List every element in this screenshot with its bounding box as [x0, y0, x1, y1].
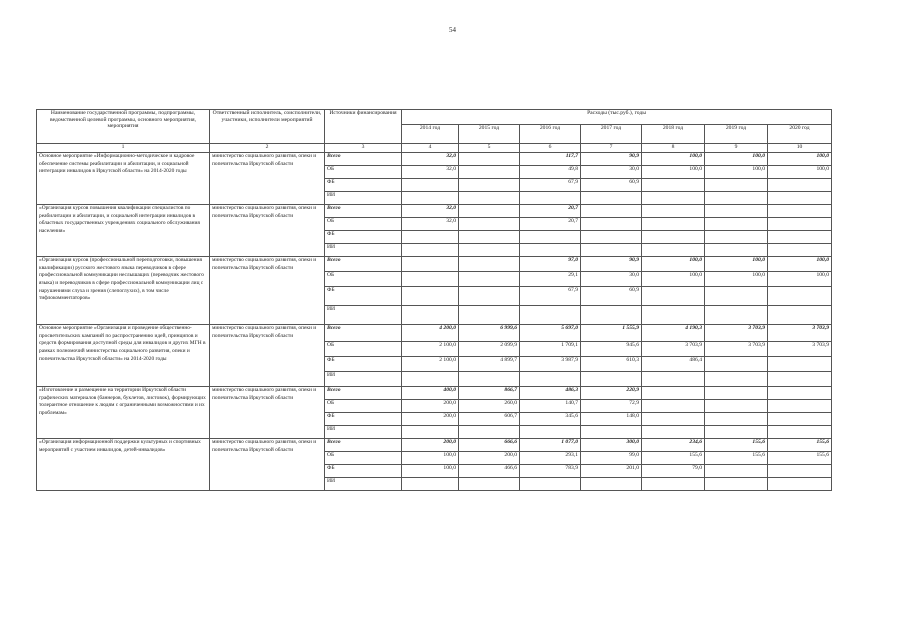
expense-value: 486,3 [520, 387, 581, 400]
funding-source: ФБ [325, 357, 402, 372]
expense-value [705, 179, 768, 192]
column-number: 4 [402, 144, 459, 153]
expense-value [581, 231, 642, 244]
expense-value: 100,0 [642, 272, 705, 287]
column-number: 8 [642, 144, 705, 153]
page-number: 54 [449, 26, 456, 34]
expense-value: 2 099,9 [459, 342, 520, 357]
expense-value: 29,1 [520, 272, 581, 287]
expense-value: 30,0 [581, 272, 642, 287]
header-name: Наименование государственной программы, подпрограммы, ведомственной целевой программы, основного мероприятия, мероприятия [37, 110, 210, 144]
expense-value: 155,6 [705, 439, 768, 452]
expense-value: 20,7 [520, 205, 581, 218]
expense-value [642, 372, 705, 387]
funding-source: ИИ [325, 244, 402, 257]
header-year: 2016 год [520, 125, 581, 144]
expense-value [642, 231, 705, 244]
expense-value: 100,0 [768, 272, 832, 287]
expense-value [768, 357, 832, 372]
funding-source: Всего [325, 257, 402, 272]
funding-source: ФБ [325, 413, 402, 426]
expense-value: 2 100,0 [402, 342, 459, 357]
expense-value [581, 192, 642, 205]
expense-value [768, 306, 832, 325]
expense-value [520, 231, 581, 244]
expense-value [768, 205, 832, 218]
expense-value [642, 413, 705, 426]
expense-value [459, 218, 520, 231]
expense-value: 97,0 [520, 257, 581, 272]
expense-value: 1 077,0 [520, 439, 581, 452]
expense-value [581, 244, 642, 257]
expense-value [705, 244, 768, 257]
expense-value [768, 387, 832, 400]
expense-value: 4 190,3 [642, 325, 705, 342]
expense-value: 79,0 [642, 465, 705, 478]
expense-value [520, 244, 581, 257]
header-source: Источники финансирования [325, 110, 402, 144]
expense-value: 60,9 [581, 287, 642, 306]
expense-value: 100,0 [768, 257, 832, 272]
expense-value: 32,0 [402, 205, 459, 218]
expense-value [459, 478, 520, 491]
expense-value: 466,6 [459, 465, 520, 478]
expense-value: 67,9 [520, 287, 581, 306]
expense-value: 1 709,1 [520, 342, 581, 357]
expense-value [459, 231, 520, 244]
expense-value [768, 400, 832, 413]
table-row [37, 325, 832, 342]
expense-value: 400,0 [402, 387, 459, 400]
header-executor: Ответственный исполнитель, соисполнители, участники, исполнители мероприятий [210, 110, 325, 144]
expense-value: 32,0 [402, 218, 459, 231]
expense-value: 3 703,9 [642, 342, 705, 357]
expense-value: 3 703,9 [768, 342, 832, 357]
expense-value [642, 179, 705, 192]
funding-source: ОБ [325, 342, 402, 357]
expense-value: 90,9 [581, 153, 642, 166]
expense-value: 1 555,9 [581, 325, 642, 342]
header-year: 2015 год [459, 125, 520, 144]
table-body [37, 153, 832, 491]
expense-value: 99,0 [581, 452, 642, 465]
header-year: 2017 год [581, 125, 642, 144]
expense-value [642, 387, 705, 400]
expense-value: 945,6 [581, 342, 642, 357]
expense-value: 220,9 [581, 387, 642, 400]
expense-value [520, 372, 581, 387]
activity-name: «Организация курсов повышения квалификации специалистов по реабилитации и абилитации, и социальной интеграции инвалидов в областных государственных учреждениях социального обслуживания населения» [37, 205, 210, 257]
expense-value [705, 231, 768, 244]
expense-value [402, 426, 459, 439]
expense-value: 200,0 [459, 452, 520, 465]
expense-value: 3 703,9 [768, 325, 832, 342]
expense-value: 155,6 [642, 452, 705, 465]
expense-value: 345,6 [520, 413, 581, 426]
activity-name: Основное мероприятие «Информационно-методическое и кадровое обеспечение системы реабилитации и абилитации, и социальной интеграции инвалидов в Иркутской области» на 2014-2020 годы [37, 153, 210, 205]
expense-value: 72,9 [581, 400, 642, 413]
header-year: 2018 год [642, 125, 705, 144]
expense-value: 140,7 [520, 400, 581, 413]
expense-value: 155,6 [768, 439, 832, 452]
expense-value [705, 400, 768, 413]
expense-value: 293,1 [520, 452, 581, 465]
expense-value [642, 192, 705, 205]
expense-value [642, 244, 705, 257]
executor-name: министерство социального развития, опеки и попечительства Иркутской области [210, 439, 325, 491]
expense-value: 201,0 [581, 465, 642, 478]
table-row [37, 439, 832, 452]
funding-source: ОБ [325, 400, 402, 413]
table-row [37, 387, 832, 400]
funding-source: ИИ [325, 426, 402, 439]
activity-name: Основное мероприятие «Организация и проведение общественно-просветительских кампаний по распространению идей, принципов и средств формирования доступной среды для инвалидов и других МГН в рамках полномочий министерства социального развития, опеки и попечительства Иркутской области» на 2014-2020 годы [37, 325, 210, 387]
funding-source: ОБ [325, 166, 402, 179]
funding-source: Всего [325, 325, 402, 342]
expense-value [768, 287, 832, 306]
column-number: 3 [325, 144, 402, 153]
expense-value [705, 465, 768, 478]
expense-value: 6 999,6 [459, 325, 520, 342]
expense-value [520, 426, 581, 439]
executor-name: министерство социального развития, опеки и попечительства Иркутской области [210, 205, 325, 257]
funding-source: ФБ [325, 287, 402, 306]
column-number: 2 [210, 144, 325, 153]
expense-value [581, 218, 642, 231]
expense-value: 300,0 [581, 439, 642, 452]
expense-value: 100,0 [642, 166, 705, 179]
expense-value: 2 100,0 [402, 357, 459, 372]
expense-value [768, 465, 832, 478]
expense-value [581, 478, 642, 491]
expense-value: 32,0 [402, 153, 459, 166]
expense-value [459, 306, 520, 325]
expense-value: 234,6 [642, 439, 705, 452]
expense-value [459, 272, 520, 287]
column-number: 10 [768, 144, 832, 153]
executor-name: министерство социального развития, опеки и попечительства Иркутской области [210, 257, 325, 325]
funding-source: ОБ [325, 218, 402, 231]
expense-value: 4 200,0 [402, 325, 459, 342]
expense-value [402, 287, 459, 306]
funding-source: ИИ [325, 192, 402, 205]
expense-value [642, 400, 705, 413]
column-number: 7 [581, 144, 642, 153]
expense-value [459, 244, 520, 257]
expense-value: 100,0 [768, 153, 832, 166]
expense-value: 3 987,9 [520, 357, 581, 372]
expense-value [520, 192, 581, 205]
expense-value: 60,9 [581, 179, 642, 192]
funding-source: ОБ [325, 272, 402, 287]
funding-source: Всего [325, 153, 402, 166]
expense-value [402, 257, 459, 272]
expense-value [768, 426, 832, 439]
expense-value [768, 218, 832, 231]
expense-value: 49,8 [520, 166, 581, 179]
expense-value [459, 257, 520, 272]
column-numbers-row [37, 144, 832, 153]
table-row [37, 153, 832, 166]
expense-value [642, 287, 705, 306]
expense-value [402, 179, 459, 192]
expense-value: 155,6 [705, 452, 768, 465]
activity-name: «Организация курсов (профессиональной переподготовки, повышения квалификации) русского жестового языка переводчиков в сфере профессиональной коммуникации неслышащих (переводчик жестового языка) и переводчиков в сфере профессиональной коммуникации лиц с нарушениями слуха и зрения (слепоглухих), в том числе тифлокомментаторов» [37, 257, 210, 325]
expense-value: 866,7 [459, 387, 520, 400]
expense-value: 4 899,7 [459, 357, 520, 372]
expense-value [402, 231, 459, 244]
column-number: 9 [705, 144, 768, 153]
column-number: 5 [459, 144, 520, 153]
header-year: 2020 год [768, 125, 832, 144]
expense-value [642, 478, 705, 491]
expense-value [520, 478, 581, 491]
expense-value: 100,0 [642, 153, 705, 166]
expense-value [642, 306, 705, 325]
expense-value: 155,6 [768, 452, 832, 465]
expense-value [768, 478, 832, 491]
funding-source: Всего [325, 387, 402, 400]
activity-name: «Организация информационной поддержки культурных и спортивных мероприятий с участием инвалидов, детей-инвалидов» [37, 439, 210, 491]
expense-value [459, 179, 520, 192]
expense-value: 3 703,9 [705, 325, 768, 342]
expense-value: 100,0 [768, 166, 832, 179]
expense-value: 606,7 [459, 413, 520, 426]
expense-value [459, 153, 520, 166]
expense-value [705, 426, 768, 439]
expense-value [768, 413, 832, 426]
expense-value [705, 205, 768, 218]
expense-value [642, 218, 705, 231]
expense-value [705, 387, 768, 400]
expense-value [581, 205, 642, 218]
expense-value [768, 231, 832, 244]
expense-value: 90,9 [581, 257, 642, 272]
expense-value [402, 192, 459, 205]
expense-value [705, 287, 768, 306]
column-number: 6 [520, 144, 581, 153]
expense-value: 30,0 [581, 166, 642, 179]
expense-value [459, 287, 520, 306]
expense-value [402, 306, 459, 325]
funding-source: ОБ [325, 452, 402, 465]
table-row [37, 257, 832, 272]
expense-value: 100,0 [402, 452, 459, 465]
expense-value [705, 357, 768, 372]
expense-value [581, 306, 642, 325]
expense-value [402, 478, 459, 491]
expense-value: 117,7 [520, 153, 581, 166]
expense-value [768, 244, 832, 257]
expense-value [768, 179, 832, 192]
expense-value [459, 426, 520, 439]
expense-value [459, 372, 520, 387]
executor-name: министерство социального развития, опеки и попечительства Иркутской области [210, 387, 325, 439]
expense-value: 666,6 [459, 439, 520, 452]
expense-value [459, 192, 520, 205]
budget-table [36, 109, 832, 491]
funding-source: ИИ [325, 306, 402, 325]
expense-value: 200,0 [402, 413, 459, 426]
expense-value [520, 306, 581, 325]
funding-source: Всего [325, 439, 402, 452]
expense-value [459, 205, 520, 218]
expense-value [402, 372, 459, 387]
funding-source: ИИ [325, 478, 402, 491]
funding-source: ИИ [325, 372, 402, 387]
expense-value: 100,0 [402, 465, 459, 478]
expense-value [642, 426, 705, 439]
expense-value: 486,4 [642, 357, 705, 372]
expense-value [459, 166, 520, 179]
expense-value [705, 372, 768, 387]
expense-value [581, 372, 642, 387]
expense-value [768, 192, 832, 205]
funding-source: ФБ [325, 231, 402, 244]
column-number: 1 [37, 144, 210, 153]
table-row [37, 205, 832, 218]
executor-name: министерство социального развития, опеки и попечительства Иркутской области [210, 153, 325, 205]
expense-value: 100,0 [705, 272, 768, 287]
expense-value [642, 205, 705, 218]
expense-value [705, 306, 768, 325]
expense-value [705, 478, 768, 491]
header-expenses: Расходы (тыс.руб.), годы [402, 110, 832, 125]
executor-name: министерство социального развития, опеки и попечительства Иркутской области [210, 325, 325, 387]
expense-value: 783,9 [520, 465, 581, 478]
expense-value: 20,7 [520, 218, 581, 231]
expense-value: 3 703,9 [705, 342, 768, 357]
expense-value: 610,3 [581, 357, 642, 372]
header-year: 2019 год [705, 125, 768, 144]
expense-value: 200,0 [402, 439, 459, 452]
funding-source: ФБ [325, 465, 402, 478]
expense-value: 32,0 [402, 166, 459, 179]
expense-value [705, 413, 768, 426]
expense-value: 260,0 [459, 400, 520, 413]
expense-value: 5 697,0 [520, 325, 581, 342]
expense-value: 200,0 [402, 400, 459, 413]
funding-source: Всего [325, 205, 402, 218]
expense-value [705, 192, 768, 205]
expense-value [402, 272, 459, 287]
expense-value: 100,0 [642, 257, 705, 272]
expense-value [402, 244, 459, 257]
expense-value [768, 372, 832, 387]
expense-value: 148,0 [581, 413, 642, 426]
activity-name: «Изготовление и размещение на территории Иркутской области графических материалов (баннеров, буклетов, листовок), формирующих толерантное отношение к людям с ограниченными возможностями и их проблемам» [37, 387, 210, 439]
expense-value: 100,0 [705, 257, 768, 272]
expense-value: 100,0 [705, 166, 768, 179]
funding-source: ФБ [325, 179, 402, 192]
expense-value: 67,9 [520, 179, 581, 192]
expense-value: 100,0 [705, 153, 768, 166]
header-year: 2014 год [402, 125, 459, 144]
expense-value [581, 426, 642, 439]
expense-value [705, 218, 768, 231]
